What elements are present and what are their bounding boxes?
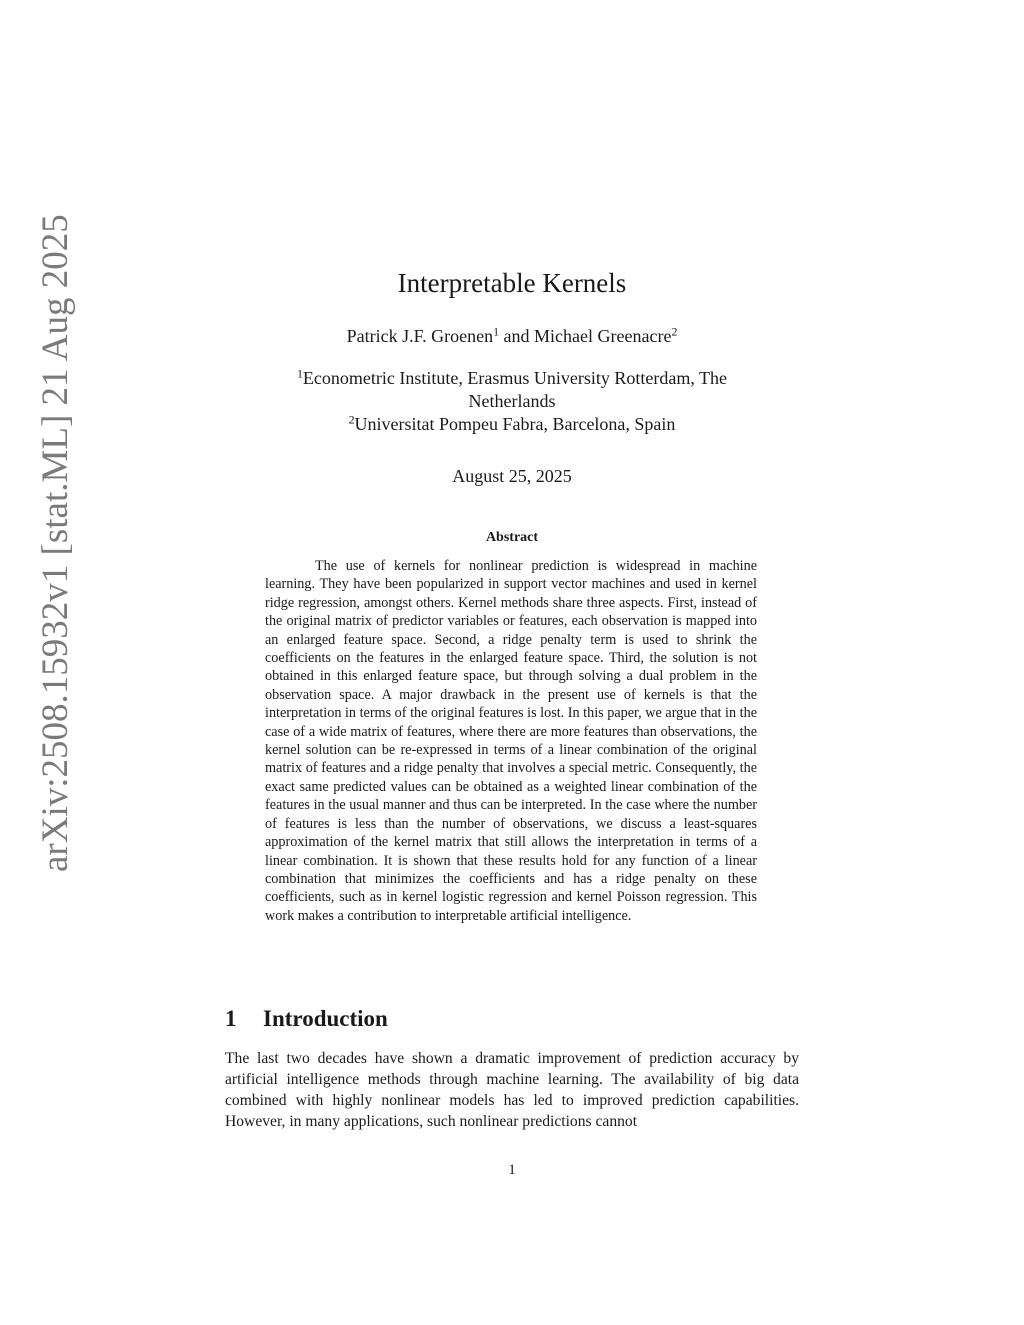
author-name: Michael Greenacre <box>534 326 672 346</box>
author-connector: and <box>499 326 535 346</box>
author-affiliation-mark: 1 <box>493 324 500 339</box>
section-number: 1 <box>225 1006 237 1031</box>
affiliation-mark: 2 <box>348 412 355 427</box>
page-number: 1 <box>508 1162 516 1178</box>
affiliation-2 <box>0 413 1024 436</box>
author-name: Patrick J.F. Groenen <box>346 326 494 346</box>
affiliation-text: Econometric Institute, Erasmus University Rotterdam, The <box>302 368 727 388</box>
affiliation-1 <box>0 367 1024 390</box>
affiliation-1-continued: Netherlands <box>468 391 556 411</box>
paper-date: August 25, 2025 <box>452 466 572 486</box>
section-title: Introduction <box>263 1006 388 1031</box>
section-heading <box>225 1006 388 1032</box>
paper-title: Interpretable Kernels <box>397 268 627 298</box>
author-affiliation-mark: 2 <box>671 324 678 339</box>
section-body: The last two decades have shown a dramatic improvement of prediction accuracy by artificial intelligence methods through machine learning. The availability of big data combined with highly nonlinear models has led to improved prediction capabilities. However, in many applications, such nonlinear predictions cannot <box>225 1050 799 1130</box>
affiliation-mark: 1 <box>296 366 303 381</box>
abstract-heading: Abstract <box>485 530 539 545</box>
abstract-body: The use of kernels for nonlinear prediction is widespread in machine learning. They have been popularized in support vector machines and used in kernel ridge regression, amongst others. Kernel methods share three aspects. First, instead of the original matrix of predictor variables or features, each observation is mapped into an enlarged feature space. Second, a ridge penalty term is used to shrink the coefficients on the features in the enlarged feature space. Third, the solution is not obtained in this enlarged feature space, but through solving a dual problem in the observation space. A major drawback in the present use of kernels is that the interpretation in terms of the original features is lost. In this paper, we argue that in the case of a wide matrix of features, where there are more features than observations, the kernel solution can be re-expressed in terms of a linear combination of the original matrix of features and a ridge penalty that involves a special metric. Consequently, the exact same predicted values can be obtained as a weighted linear combination of the features in the usual manner and thus can be interpreted. In the case where the number of features is less than the number of observations, we discuss a least-squares approximation of the kernel matrix that still allows the interpretation in terms of a linear combination. It is shown that these results hold for any function of a linear combination that minimizes the coefficients and has a ridge penalty on these coefficients, such as in kernel logistic regression and kernel Poisson regression. This work makes a contribution to interpretable artificial intelligence. <box>265 558 757 924</box>
affiliation-text: Universitat Pompeu Fabra, Barcelona, Spain <box>354 414 676 434</box>
author-line <box>0 326 1024 347</box>
arxiv-identifier: arXiv:2508.15932v1 [stat.ML] 21 Aug 2025 <box>35 214 76 872</box>
